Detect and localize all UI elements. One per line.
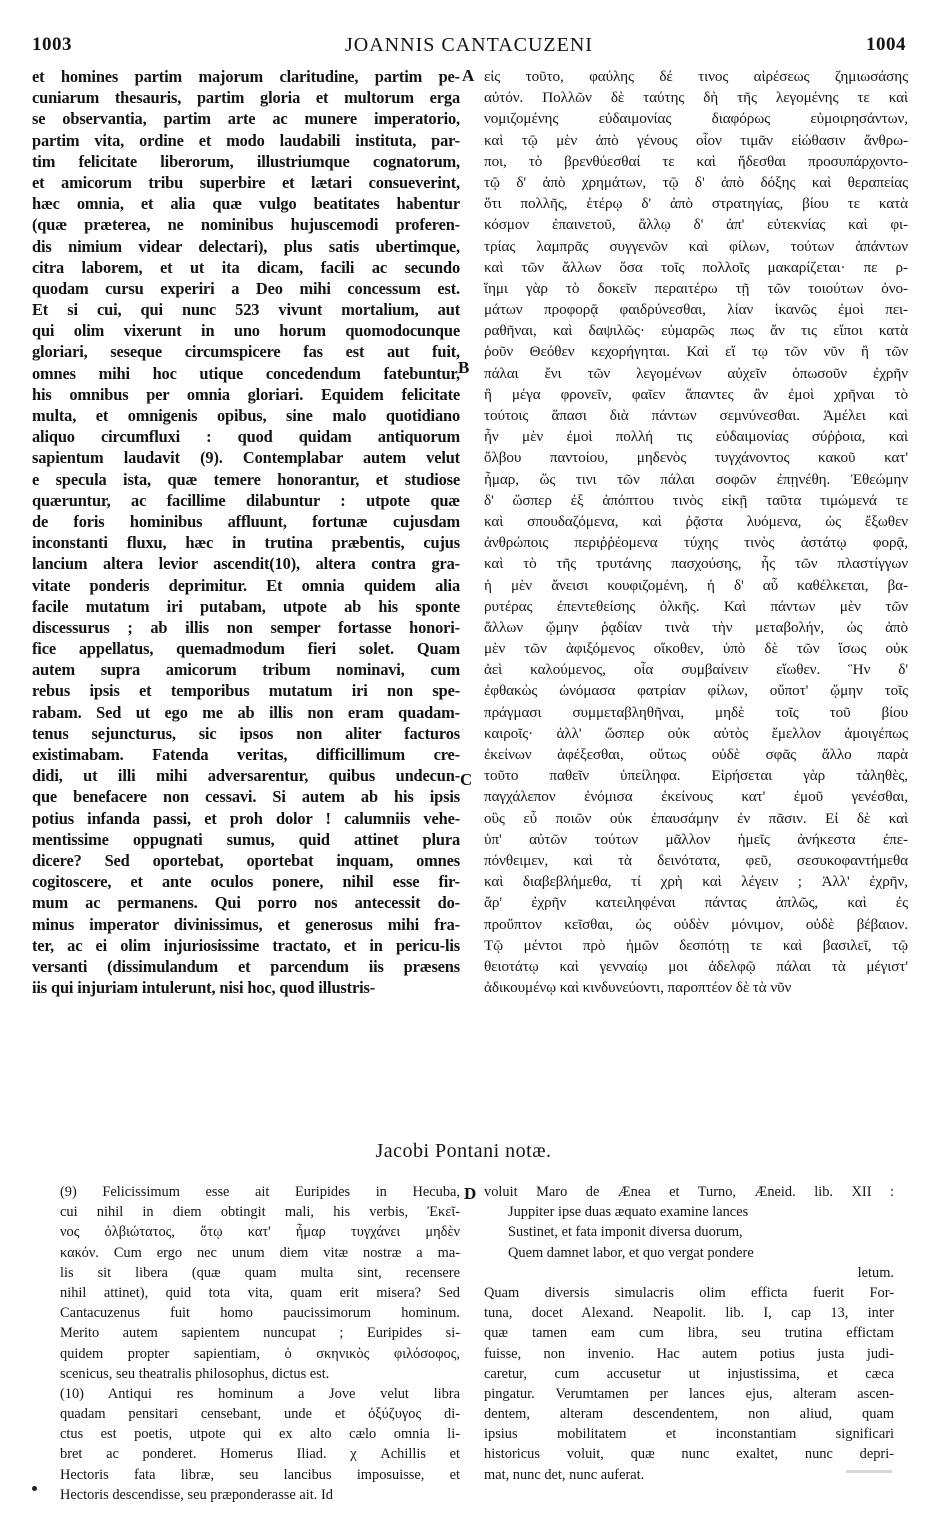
page-number-right: 1004 bbox=[866, 34, 906, 55]
latin-text-line: mum ac permanens. Qui porro nos antecessit do- bbox=[32, 893, 460, 913]
latin-text-line: hæc omnia, et alia quæ vulgo beatitates habentur bbox=[32, 194, 460, 214]
note-text-line: ipsius mobilitatem et inconstantiam significari bbox=[484, 1426, 894, 1443]
greek-text-line: καὶ τὸ τῆς τρυτάνης πασχούσης, ἧς τῶν πλαστίγγων bbox=[484, 555, 908, 573]
greek-text-line: προὔπτον κεῖσθαι, ὡς οὐδὲν μόνιμον, οὐδὲ βέβαιον. bbox=[484, 915, 908, 933]
latin-text-line: tim felicitate liberorum, illustriumque cognatorum, bbox=[32, 151, 460, 171]
greek-text-line: τῷ δ' ἀπὸ χρημάτων, τῷ δ' ἀπὸ δόξης καὶ θεραπείας bbox=[484, 173, 908, 191]
greek-text-line: ὑπ' αὐτῶν τούτων μᾶλλον ἡμεῖς ἀνήκεστα ἐπε- bbox=[484, 830, 908, 848]
greek-text-line: ὄλβου παντοίου, μηδενὸς τυγχάνοντος κακοῦ κατ' bbox=[484, 449, 908, 467]
print-smudge bbox=[846, 1470, 892, 1473]
latin-text-line: se observantia, partim arte ac munere imperatorio, bbox=[32, 109, 460, 129]
note-text-line: Merito autem sapientem nuncupat ; Euripides si- bbox=[60, 1325, 460, 1342]
latin-text-line: mentissime oppugnati sumus, quid attinet plura bbox=[32, 829, 460, 849]
greek-text-line: ἀνθρώποις περιῤῥέομενα τύχης τινὸς ἀστάτῳ φορᾷ, bbox=[484, 534, 908, 552]
latin-column bbox=[32, 66, 460, 998]
latin-text-line: facile mutatum iri putabam, utpote ab his sponte bbox=[32, 596, 460, 616]
greek-text-line: καὶ τῷ μὲν ἀπὸ γένους οἷον τιμᾶν εἰώθασιν ἄνθρω- bbox=[484, 131, 908, 149]
greek-text-line: ἵημι γὰρ τὸ δοκεῖν περαιτέρω τῇ τῶν τοιούτων ὀνο- bbox=[484, 279, 908, 297]
greek-text-line: καὶ διαβεβλήμεθα, τί χρὴ καὶ λέγειν ; Ἀλλ' ἐχρῆν, bbox=[484, 873, 908, 891]
latin-text-line: sapientum laudavit (9). Contemplabar autem velut bbox=[32, 448, 460, 468]
note-text-line: quidem propter sapientiam, ὁ σκηνικὸς φιλόσοφος, bbox=[60, 1345, 460, 1362]
note-text-line: historicus voluit, quæ nunc exaltet, nunc depri- bbox=[484, 1446, 894, 1463]
greek-text-line: ἄλλων ᾤμην ῥᾳδίαν τινὰ τὴν μεταβολήν, ὡς ἀπὸ bbox=[484, 618, 908, 636]
note-text-line: Sustinet, et fata imponit diversa duorum, bbox=[508, 1224, 743, 1241]
greek-text-line: μὲν τῶν ἀφιξόμενος οἴκοθεν, ὑπὸ δὲ τῶν ἴσως οὐκ bbox=[484, 640, 908, 658]
greek-text-line: ἡ μὲν ἄνεισι κουφιζομένη, ἡ δ' αὖ καθέλκεται, βα- bbox=[484, 576, 908, 594]
note-text-line: ctus est poetis, utpote qui ex alto cælo omnia li- bbox=[60, 1426, 460, 1443]
latin-text-line: didi, ut illi mihi adversarentur, quibus undecun- bbox=[32, 766, 460, 786]
latin-text-line: fice appellatus, quemadmodum fieri solet. Quam bbox=[32, 639, 460, 659]
greek-text-line: ἢ μέγα φρονεῖν, φαῖεν ἅπαντες ἂν ἐμοὶ χρῆναι τὸ bbox=[484, 385, 908, 403]
greek-text-line: ἀδικουμένῳ καὶ κινδυνεύοντι, παροπτέον δὲ τὰ νῦν bbox=[484, 979, 792, 997]
greek-text-line: πράγμασι συμμεταβληθῆναι, μηδὲ τοῖς τοῦ βίου bbox=[484, 703, 908, 721]
note-text-line: Hectoris fata libræ, seu lancibus imposuisse, et bbox=[60, 1466, 460, 1483]
latin-text-line: et homines partim majorum claritudine, partim pe- bbox=[32, 67, 460, 86]
note-text-line: (9) Felicissimum esse ait Euripides in Hecuba, bbox=[60, 1184, 460, 1200]
latin-text-line: dicere? Sed oportebat, oportebat inquam, omnes bbox=[32, 850, 460, 870]
greek-column bbox=[484, 66, 908, 998]
note-text-line: pingatur. Verumtamen per lances ejus, alteram ascen- bbox=[484, 1385, 894, 1402]
note-text-line: caretur, cum accusetur ut injustissima, et cæca bbox=[484, 1365, 894, 1382]
note-text-line: tuna, docet Alexand. Neapolit. lib. I, cap 13, inter bbox=[484, 1305, 894, 1322]
latin-text-line: rebus ipsis et temporibus mutatum iri non spe- bbox=[32, 681, 460, 701]
latin-text-line: inconstanti fluxu, hæc in trutina præbentis, cujus bbox=[32, 533, 460, 553]
greek-text-line: καὶ σπουδαζόμενα, καὶ ῥᾷστα λυόμενα, ὡς ἔξωθεν bbox=[484, 512, 908, 530]
latin-text-line: citra laborem, et ut ita dicam, facili ac secundo bbox=[32, 257, 460, 277]
latin-text-line: cuniarum thesauris, partim gloria et multorum erga bbox=[32, 88, 460, 108]
note-text-line: mat, nunc det, nunc auferat. bbox=[484, 1466, 645, 1483]
greek-text-line: οὓς εὖ ποιῶν οὐκ ἐπαυσάμην ἐν πᾶσιν. Εἰ δὲ καὶ bbox=[484, 809, 908, 827]
greek-text-line: ἄρ' ἐχρῆν κατειληφέναι πάντας ἁπλῶς, καὶ ἐς bbox=[484, 894, 908, 912]
latin-text-line: (quæ præterea, ne nominibus hujuscemodi proferen- bbox=[32, 215, 460, 235]
greek-text-line: καιροῖς· ἀλλ' ὥσπερ οὐκ αὐτὸς ἔμελλον ἀμοιγέπως bbox=[484, 724, 908, 742]
note-text-line: voluit Maro de Ænea et Turno, Æneid. lib. XII : bbox=[484, 1184, 894, 1200]
latin-text-line: quæruntur, ac facillime dilabuntur : utpote quæ bbox=[32, 490, 460, 510]
section-marker-b: B bbox=[458, 358, 470, 377]
latin-text-line: lancium altera levior ascendit(10), altera contra gra- bbox=[32, 554, 460, 574]
latin-text-line: minus imperator divinissimus, et generosus mihi fra- bbox=[32, 914, 460, 934]
note-text-line: cui nihil in diem obtingit mali, his verbis, Ἐκεῖ- bbox=[60, 1204, 460, 1221]
greek-text-line: θειοτάτῳ καὶ γενναίῳ μοι ἀδελφῷ πάλαι τὰ μέγιστ' bbox=[484, 957, 908, 975]
latin-text-line: gloriari, seseque circumspicere fas est aut fuit, bbox=[32, 342, 460, 362]
note-text-line: κακόν. Cum ergo nec unum diem vitæ nostræ a ma- bbox=[60, 1244, 460, 1261]
latin-text-line: versanti (dissimulandum et parcendum iis præsens bbox=[32, 956, 460, 976]
latin-text-line: de foris hominibus affluunt, fortunæ cujusdam bbox=[32, 511, 460, 531]
latin-text-line: e specula ista, quæ temere honorantur, et studiose bbox=[32, 469, 460, 489]
latin-text-line: his omnibus per omnia gloriari. Equidem felicitate bbox=[32, 384, 460, 404]
greek-text-line: ἀεὶ καλούμενος, οἷα συμβαίνειν εἴωθεν. Ἣν δ' bbox=[484, 661, 908, 679]
greek-text-line: τούτοις ἅπασι διὰ πάντων σεμνύνεσθαι. Ἀμέλει καὶ bbox=[484, 407, 908, 424]
notes-left-column bbox=[60, 1182, 460, 1505]
note-text-line: Quem damnet labor, et quo vergat pondere bbox=[508, 1244, 754, 1261]
greek-text-line: μάτων προφορᾷ φαιδρύνεσθαι, λίαν ἱκανῶς ἐμοὶ πει- bbox=[484, 301, 908, 319]
greek-text-line: ραθῆναι, καὶ δαψιλῶς· εὐμαρῶς πως ἄν τις εἴποι κατὰ bbox=[484, 322, 908, 340]
greek-text-line: κόσμον ἐπαινετοῦ, ἄλλῳ δ' ἀπ' εὐτεκνίας καὶ φι- bbox=[484, 216, 908, 234]
latin-text-line: omnes mihi hoc utique concedendum fatebuntur, bbox=[32, 363, 460, 383]
greek-text-line: δ' ὥσπερ ἐξ ἀπόπτου τινὸς εἰκῇ ταῦτα τιμώμενά τε bbox=[484, 491, 908, 509]
latin-text-line: aliquo circumfluxi : quod quidam antiquorum bbox=[32, 427, 460, 447]
latin-text-line: partim vita, ordine et modo laudabili instituta, par- bbox=[32, 130, 460, 150]
note-text-line: bret ac ponderet. Homerus Iliad. χ Achillis et bbox=[60, 1446, 460, 1463]
section-marker-c: C bbox=[460, 770, 473, 789]
greek-text-line: παγχάλεπον ἐνόμισα ἐκείνους κατ' ἐμοῦ γενέσθαι, bbox=[484, 788, 908, 806]
section-marker-d: D bbox=[464, 1184, 477, 1203]
note-text-line: Cantacuzenus fuit homo paucissimorum hominum. bbox=[60, 1305, 460, 1322]
greek-text-line: ἦμαρ, ὥς τινι τῶν πάλαι σοφῶν ἐπῃνέθη. Ἐθεώμην bbox=[484, 470, 908, 488]
note-text-line: νος ὀλβιώτατος, ὅτῳ κατ' ἦμαρ τυγχάνει μηδὲν bbox=[60, 1224, 460, 1241]
note-text-line: scenicus, seu theatralis philosophus, dictus est. bbox=[60, 1365, 330, 1382]
greek-text-line: τοῦτο παθεῖν ὑπείληφα. Εἰρήσεται γὰρ τἀληθὲς, bbox=[484, 767, 908, 785]
greek-text-line: ἐφθακὼς ὠνόμασα φατρίαν φίλων, οὔποτ' ᾤμην τοῖς bbox=[484, 682, 908, 700]
page-number-left: 1003 bbox=[32, 34, 72, 55]
latin-text-line: iis qui injuriam intulerunt, nisi hoc, quod illustris- bbox=[32, 978, 376, 998]
ink-dot bbox=[32, 1486, 37, 1491]
greek-text-line: νομιζομένης εὐδαιμονίας διαφόρως εὐμοιρησάντων, bbox=[484, 110, 908, 128]
greek-text-line: ἐκείνων ἀφέξεσθαι, οὕτως οὐδὲ σφᾶς ἄλλο παρὰ bbox=[484, 746, 908, 763]
notes-title: Jacobi Pontani notæ. bbox=[375, 1140, 552, 1162]
latin-text-line: existimabam. Fatenda veritas, difficillimum cre- bbox=[32, 745, 460, 764]
latin-text-line: qui olim vixerunt in uno horum quomodocunque bbox=[32, 321, 460, 341]
latin-text-line: et amicorum tribu superbire et lætari consueverint, bbox=[32, 172, 460, 192]
greek-text-line: Τῷ μέντοι πρὸ ἡμῶν δεσπότῃ τε καὶ βασιλεῖ, τῷ bbox=[484, 936, 908, 954]
note-text-line: quæ tamen eam cum libra, seu trutina effictam bbox=[484, 1325, 894, 1342]
notes-right-column bbox=[484, 1182, 894, 1485]
greek-text-line: καὶ τῶν ἄλλων ὅσα τοῖς πολλοῖς μακαρίζεται· πε ρ- bbox=[484, 258, 908, 276]
greek-text-line: ἦν μὲν ἐμοὶ πολλή τις εὐδαιμονίας σύῤῥοια, καὶ bbox=[484, 428, 908, 446]
note-text-line: Juppiter ipse duas æquato examine lances bbox=[508, 1204, 749, 1221]
greek-text-line: πόνθειμεν, καὶ τὰ δεινότατα, φεῦ, σεσυκοφαντήμεθα bbox=[484, 851, 908, 869]
latin-text-line: dis nimium videar delectari), plus satis ubertimque, bbox=[32, 236, 460, 256]
greek-text-line: ποι, τὸ βρενθύεσθαί τε καὶ ἥδεσθαι προσυπάρχοντο- bbox=[484, 152, 908, 170]
latin-text-line: cogitoscere, et ante oculos ponere, nihil esse fir- bbox=[32, 872, 460, 892]
latin-text-line: rabam. Sed ut ego me ab illis non eram quadam- bbox=[32, 702, 460, 722]
latin-text-line: tenus sejuncturus, sic ipsos non aliter facturos bbox=[32, 723, 460, 743]
note-text-line: letum. bbox=[857, 1264, 894, 1281]
greek-text-line: εἰς τοῦτο, φαύλης δέ τινος αἱρέσεως ζημιωσάσης bbox=[484, 68, 908, 85]
note-text-line: Hectoris descendisse, seu præponderasse ait. Id bbox=[60, 1486, 333, 1503]
greek-text-line: ὅτι πολλῆς, ἑτέρῳ δ' ἀπὸ στρατηγίας, βίου τε κατὰ bbox=[484, 195, 908, 213]
latin-text-line: multa, et omnigenis opibus, sine malo quotidiano bbox=[32, 406, 460, 425]
greek-text-line: ρυτέρας ἐπεντεθείσης ὁλκῆς. Καὶ πάντων μὲν τῶν bbox=[484, 597, 908, 615]
latin-text-line: Et si cui, qui nunc 523 vivunt mortalium, aut bbox=[32, 300, 460, 320]
page-header bbox=[32, 34, 906, 62]
latin-text-line: potius infanda passi, et proh dolor ! calumniis vehe- bbox=[32, 808, 460, 828]
note-text-line: (10) Antiqui res hominum a Jove velut libra bbox=[60, 1385, 460, 1402]
greek-text-line: τρίας λαμπρᾶς συγγενῶν καὶ φίλων, τούτων ἁπάντων bbox=[484, 237, 908, 255]
note-text-line: Quam diversis simulacris olim efficta fuerit For- bbox=[484, 1284, 894, 1301]
latin-text-line: vitate ponderis deprimitur. Et omnia quidem alia bbox=[32, 575, 460, 595]
section-marker-a: A bbox=[462, 66, 475, 85]
greek-text-line: ῥοῦν Θεόθεν κεχορήγηται. Καὶ εἴ τῳ τῶν νῦν ἢ τῶν bbox=[484, 343, 908, 361]
note-text-line: nihil attinet), quid tota vita, quam erit misera? Sed bbox=[60, 1284, 460, 1301]
greek-text-line: αὐτόν. Πολλῶν δὲ ταύτης δὴ τῆς λεγομένης τε καὶ bbox=[484, 89, 908, 107]
latin-text-line: que benefacere non cessavi. Si autem ab his ipsis bbox=[32, 787, 460, 807]
latin-text-line: ter, ac ei olim injuriosissime tractato, et in pericu-lis bbox=[32, 935, 460, 955]
latin-text-line: autem supra amicorum tribum nominavi, cum bbox=[32, 660, 460, 680]
note-text-line: dentem, alteram descendentem, non aliud, quam bbox=[484, 1406, 894, 1423]
note-text-line: quadam pensitari censebant, unde et ὀξύζυγος di- bbox=[60, 1406, 460, 1423]
latin-text-line: quodam cursu experiri a Deo mihi concessum est. bbox=[32, 278, 460, 298]
running-title: JOANNIS CANTACUZENI bbox=[345, 34, 593, 56]
note-text-line: lis sit libera (quæ quam multa sint, recensere bbox=[60, 1264, 460, 1281]
note-text-line: fuisse, non invenio. Hac autem potius justa judi- bbox=[484, 1345, 894, 1362]
latin-text-line: discessurus ; ab illis non semper fortasse honori- bbox=[32, 617, 460, 637]
greek-text-line: πάλαι ἔνι τῶν λεγομένων αὐχεῖν ὁπωσοῦν ἐχρῆν bbox=[484, 364, 908, 382]
